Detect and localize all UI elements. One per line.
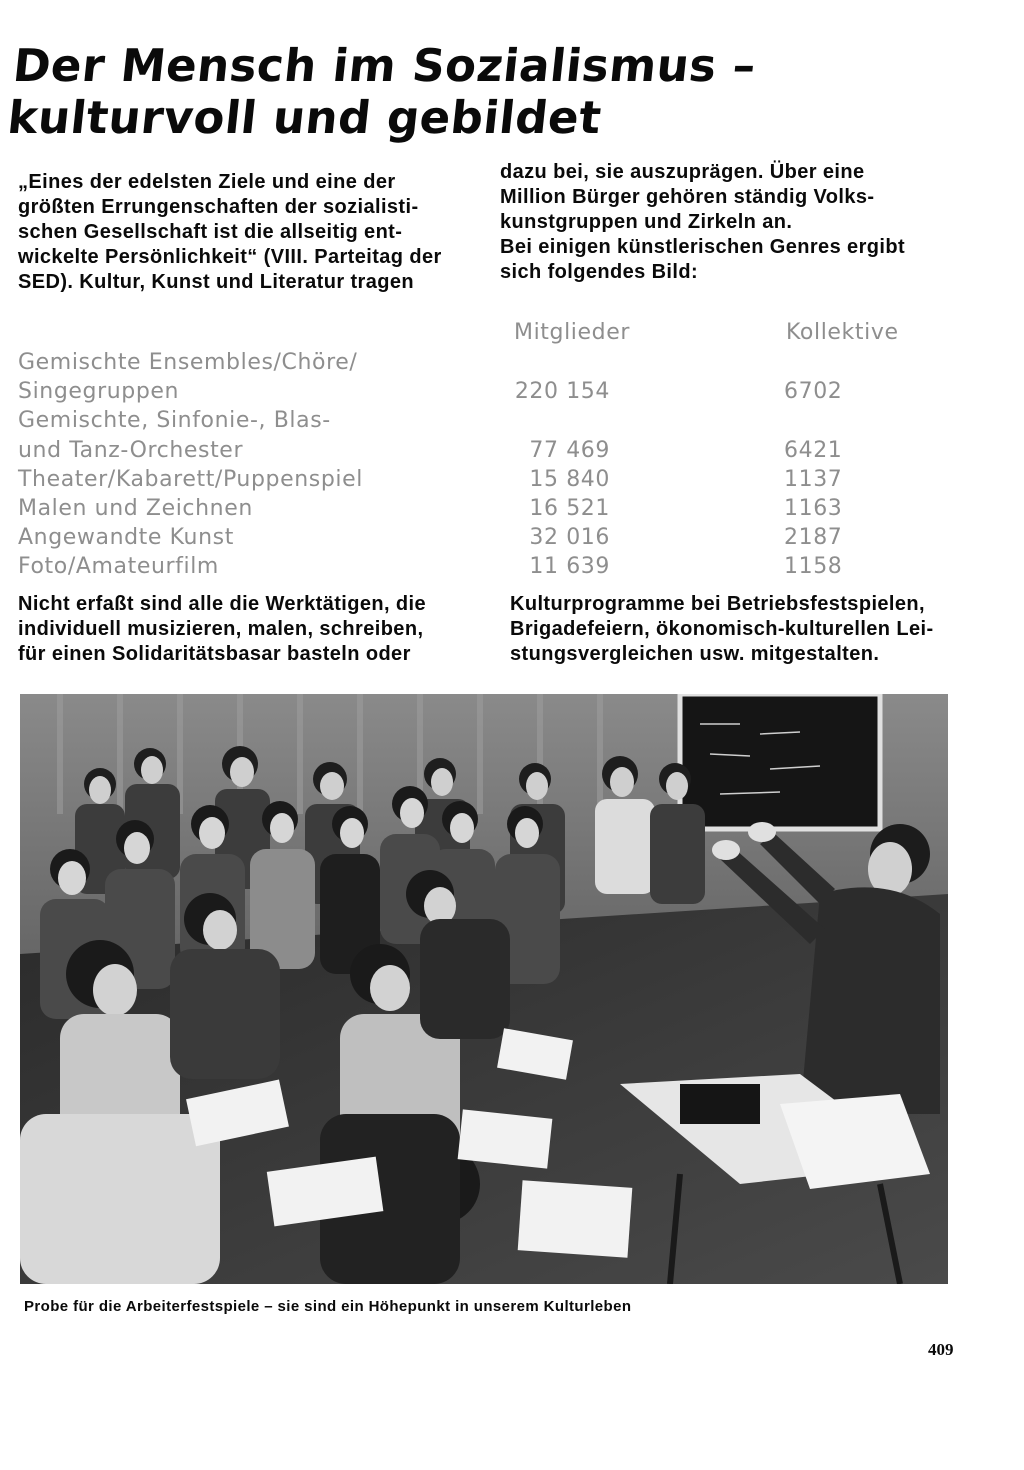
- photo-illustration: [20, 694, 948, 1284]
- table-row: [18, 348, 918, 377]
- text-line: individuell musizieren, malen, schreiben,: [18, 618, 424, 640]
- row-label: und Tanz-Orchester: [18, 437, 244, 463]
- page-number: 409: [928, 1340, 954, 1359]
- text-line: Brigadefeiern, ökonomisch-kulturellen Lei-: [510, 618, 934, 640]
- choir-rehearsal-photo: [20, 694, 948, 1284]
- table-row: [18, 406, 918, 435]
- text-line: Nicht erfaßt sind alle die Werktätigen, die: [18, 593, 427, 615]
- text-line: Million Bürger gehören ständig Volks-: [500, 186, 875, 208]
- text-line: schen Gesellschaft ist die allseitig ent-: [18, 221, 403, 243]
- row-collectives: 1158: [784, 554, 843, 580]
- outro-column-left: [18, 592, 478, 667]
- row-collectives: 6421: [784, 437, 843, 463]
- table-row: [18, 552, 918, 581]
- text-line: größten Errungenschaften der sozialisti-: [18, 196, 419, 218]
- table-row: [18, 465, 918, 494]
- row-label: Gemischte, Sinfonie-, Blas-: [18, 408, 331, 434]
- title-line-1: Der Mensch im Sozialismus –: [10, 39, 759, 92]
- title-line-2: kulturvoll und gebildet: [5, 91, 605, 144]
- row-members: 32 016: [529, 525, 610, 551]
- row-members: 77 469: [529, 437, 610, 463]
- row-members: 11 639: [529, 554, 610, 580]
- row-label: Malen und Zeichnen: [18, 495, 253, 521]
- text-line: kunstgruppen und Zirkeln an.: [500, 211, 793, 233]
- table-row: [18, 523, 918, 552]
- text-line: Kulturprogramme bei Betriebsfestspielen,: [510, 593, 925, 615]
- text-line: sich folgendes Bild:: [500, 261, 699, 283]
- row-label: Singegruppen: [18, 379, 180, 405]
- table-row: [18, 436, 918, 465]
- stats-header-members: Mitglieder: [514, 320, 630, 345]
- row-collectives: 2187: [784, 525, 843, 551]
- text-line: dazu bei, sie auszuprägen. Über eine: [500, 161, 865, 183]
- stats-header-collectives: Kollektive: [786, 320, 899, 345]
- row-label: Foto/Amateurfilm: [18, 554, 219, 580]
- row-collectives: 1137: [784, 466, 843, 492]
- row-collectives: 6702: [784, 379, 843, 405]
- table-row: [18, 494, 918, 523]
- table-row: [18, 377, 918, 406]
- outro-column-right: [510, 592, 960, 667]
- row-members: 16 521: [529, 495, 610, 521]
- photo-caption: Probe für die Arbeiterfestspiele – sie sind ein Höhepunkt in unserem Kulturleben: [24, 1298, 632, 1315]
- text-line: „Eines der edelsten Ziele und eine der: [18, 171, 396, 193]
- row-label: Theater/Kabarett/Puppenspiel: [18, 466, 363, 492]
- page-title: [5, 40, 916, 144]
- row-members: 15 840: [529, 466, 610, 492]
- text-line: stungsvergleichen usw. mitgestalten.: [510, 643, 880, 665]
- text-line: SED). Kultur, Kunst und Literatur tragen: [18, 271, 415, 293]
- intro-column-left: [18, 170, 466, 295]
- row-label: Gemischte Ensembles/Chöre/: [18, 350, 358, 375]
- row-members: 220 154: [514, 379, 610, 405]
- row-label: Angewandte Kunst: [18, 525, 234, 551]
- text-line: wickelte Persönlichkeit“ (VIII. Parteitag der: [18, 246, 442, 268]
- intro-column-right: [500, 160, 952, 285]
- row-collectives: 1163: [784, 495, 843, 521]
- text-line: für einen Solidaritätsbasar basteln oder: [18, 643, 411, 665]
- stats-header: [18, 318, 918, 348]
- stats-table: [18, 318, 918, 582]
- text-line: Bei einigen künstlerischen Genres ergibt: [500, 236, 906, 258]
